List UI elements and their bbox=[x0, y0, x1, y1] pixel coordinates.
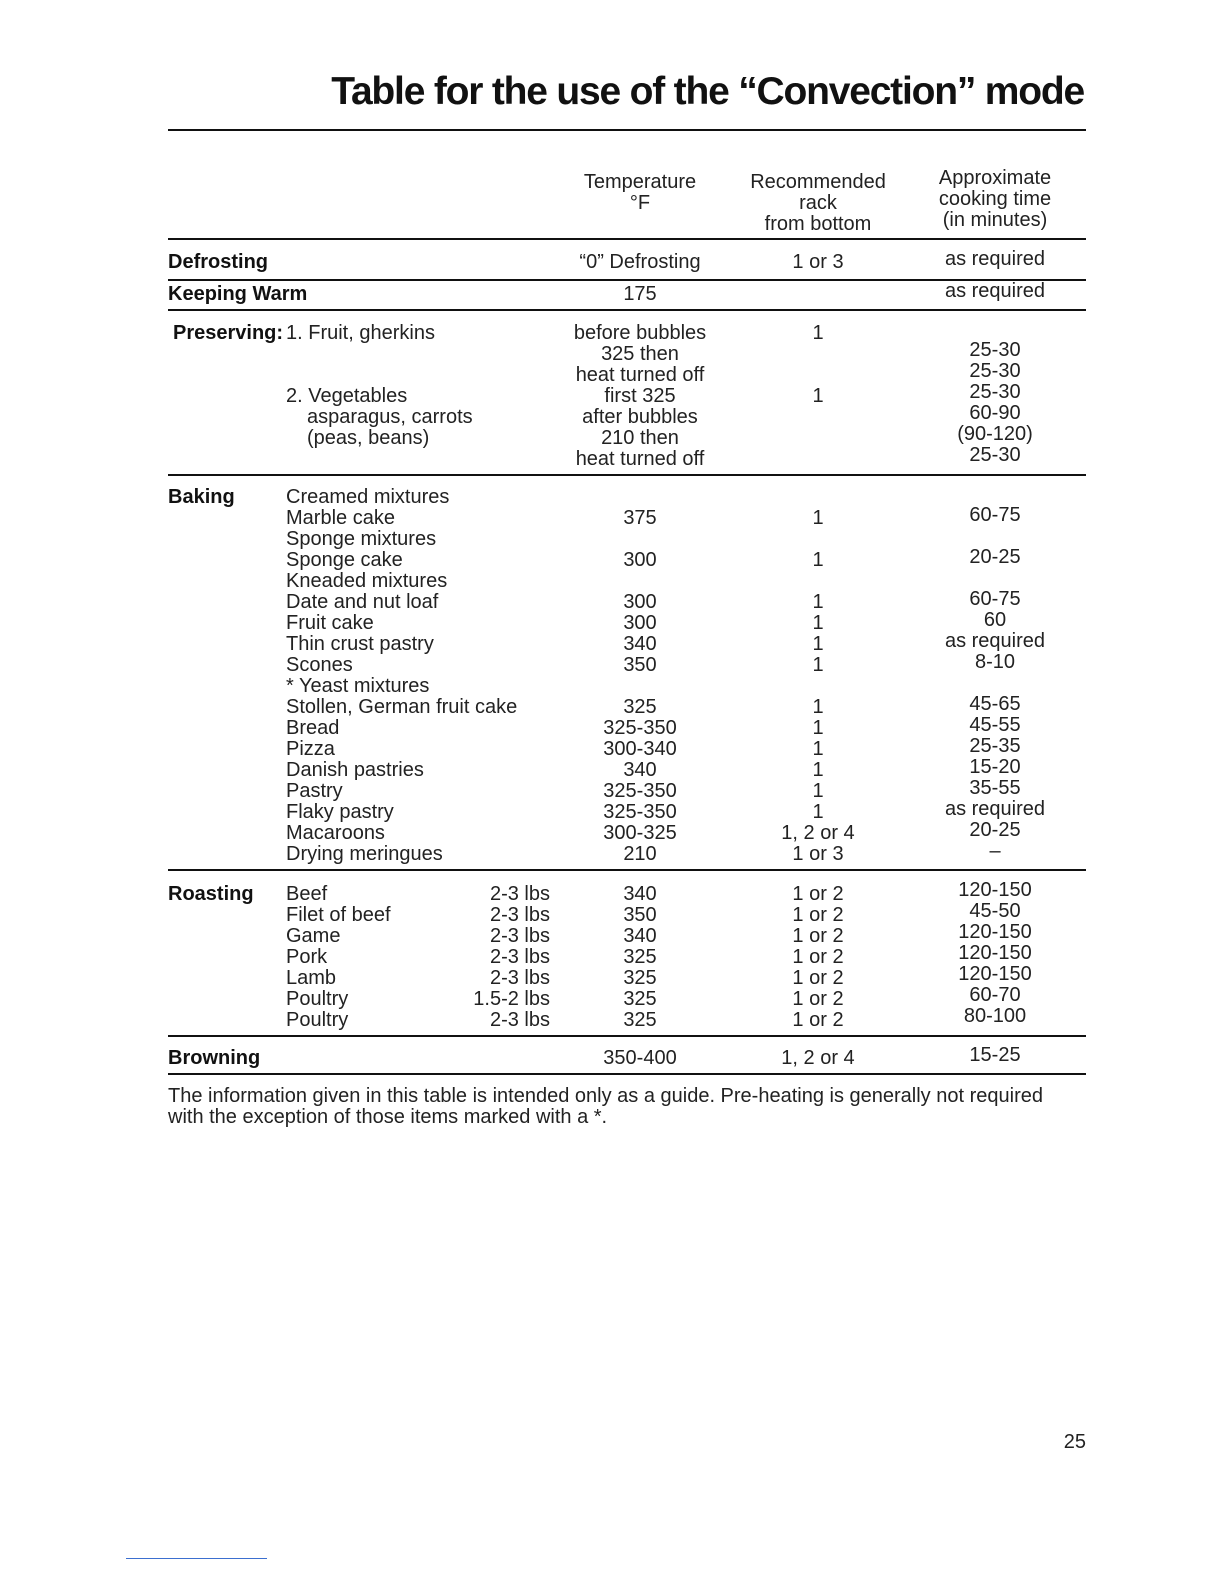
keeping-warm-rule bbox=[168, 309, 1086, 311]
baking-temperature: 210 bbox=[623, 843, 657, 865]
keeping-warm-category: Keeping Warm bbox=[168, 283, 308, 305]
header-rack-line3: from bottom bbox=[764, 213, 872, 235]
preserving-rule bbox=[168, 474, 1086, 476]
baking-rack: 1 bbox=[812, 633, 824, 655]
roasting-temperature: 350 bbox=[623, 904, 657, 926]
roasting-weight: 2-3 lbs bbox=[489, 967, 550, 989]
roasting-time: 120-150 bbox=[958, 963, 1032, 985]
preserving-time: 25-30 bbox=[969, 360, 1021, 382]
header-rule bbox=[168, 238, 1086, 240]
baking-time: 45-55 bbox=[969, 714, 1021, 736]
baking-time: 20-25 bbox=[969, 546, 1021, 568]
baking-item: Scones bbox=[286, 654, 353, 676]
baking-rack: 1 bbox=[812, 738, 824, 760]
baking-time: 25-35 bbox=[969, 735, 1021, 757]
baking-temperature: 375 bbox=[623, 507, 657, 529]
baking-item: Pizza bbox=[286, 738, 335, 760]
preserving-temp-line: first 325 bbox=[604, 385, 676, 407]
baking-temperature: 340 bbox=[623, 633, 657, 655]
baking-time: 45-65 bbox=[969, 693, 1021, 715]
preserving-temp-line: heat turned off bbox=[575, 364, 705, 386]
roasting-weight: 1.5-2 lbs bbox=[473, 988, 550, 1010]
defrosting-temperature: “0” Defrosting bbox=[579, 251, 701, 273]
baking-time: 60-75 bbox=[969, 588, 1021, 610]
roasting-rack: 1 or 2 bbox=[792, 925, 844, 947]
baking-rack: 1 or 3 bbox=[792, 843, 844, 865]
baking-rack: 1 bbox=[812, 612, 824, 634]
baking-item: Stollen, German fruit cake bbox=[286, 696, 518, 718]
roasting-item: Poultry bbox=[286, 1009, 349, 1031]
footnote bbox=[168, 1086, 1068, 1128]
baking-item: Pastry bbox=[286, 780, 343, 802]
roasting-temperature: 325 bbox=[623, 967, 657, 989]
page-title: Table for the use of the “Convection” mode bbox=[331, 70, 1084, 113]
page-number: 25 bbox=[1063, 1431, 1086, 1453]
baking-rack: 1 bbox=[812, 801, 824, 823]
baking-temperature: 300 bbox=[623, 612, 657, 634]
baking-item: Danish pastries bbox=[286, 759, 424, 781]
header-time-line1: Approximate bbox=[938, 167, 1052, 189]
preserving-time: (90-120) bbox=[957, 423, 1033, 445]
preserving-item-vegetables-sub1: asparagus, carrots bbox=[307, 406, 473, 428]
baking-item: Thin crust pastry bbox=[286, 633, 434, 655]
baking-temperature: 300 bbox=[623, 549, 657, 571]
baking-item: * Yeast mixtures bbox=[286, 675, 430, 697]
baking-temperature: 300-340 bbox=[603, 738, 677, 760]
roasting-temperature: 325 bbox=[623, 946, 657, 968]
baking-item: Sponge mixtures bbox=[286, 528, 437, 550]
roasting-rack: 1 or 2 bbox=[792, 904, 844, 926]
roasting-weight: 2-3 lbs bbox=[489, 925, 550, 947]
baking-temperature: 325 bbox=[623, 696, 657, 718]
preserving-temp-line: 210 then bbox=[601, 427, 679, 449]
baking-time: 60 bbox=[983, 609, 1007, 631]
roasting-time: 80-100 bbox=[963, 1005, 1027, 1027]
baking-time: 15-20 bbox=[969, 756, 1021, 778]
baking-time: 60-75 bbox=[969, 504, 1021, 526]
baking-time: 8-10 bbox=[974, 651, 1016, 673]
header-temperature-unit: °F bbox=[629, 192, 651, 214]
preserving-time: 25-30 bbox=[969, 339, 1021, 361]
baking-temperature: 340 bbox=[623, 759, 657, 781]
preserving-rack: 1 bbox=[812, 385, 824, 407]
preserving-item-vegetables: 2. Vegetables bbox=[286, 385, 408, 407]
baking-item: Sponge cake bbox=[286, 549, 403, 571]
header-time-line2: cooking time bbox=[938, 188, 1052, 210]
roasting-item: Pork bbox=[286, 946, 328, 968]
roasting-item: Poultry bbox=[286, 988, 349, 1010]
roasting-rack: 1 or 2 bbox=[792, 946, 844, 968]
roasting-rack: 1 or 2 bbox=[792, 988, 844, 1010]
roasting-temperature: 325 bbox=[623, 1009, 657, 1031]
roasting-rack: 1 or 2 bbox=[792, 883, 844, 905]
baking-item: Flaky pastry bbox=[286, 801, 394, 823]
roasting-temperature: 340 bbox=[623, 925, 657, 947]
baking-item: Drying meringues bbox=[286, 843, 443, 865]
preserving-time: 25-30 bbox=[969, 444, 1021, 466]
browning-rule bbox=[168, 1073, 1086, 1075]
roasting-weight: 2-3 lbs bbox=[489, 883, 550, 905]
roasting-time: 120-150 bbox=[958, 879, 1032, 901]
baking-item: Macaroons bbox=[286, 822, 385, 844]
roasting-item: Beef bbox=[286, 883, 328, 905]
roasting-item: Filet of beef bbox=[286, 904, 391, 926]
browning-category: Browning bbox=[168, 1047, 261, 1069]
baking-time: 20-25 bbox=[969, 819, 1021, 841]
roasting-item: Game bbox=[286, 925, 341, 947]
header-time-line3: (in minutes) bbox=[942, 209, 1048, 231]
defrosting-time: as required bbox=[944, 248, 1046, 270]
baking-rack: 1, 2 or 4 bbox=[781, 822, 855, 844]
preserving-category: Preserving: bbox=[173, 322, 284, 344]
header-rack-line1: Recommended bbox=[750, 171, 886, 193]
roasting-rack: 1 or 2 bbox=[792, 967, 844, 989]
roasting-weight: 2-3 lbs bbox=[489, 904, 550, 926]
roasting-temperature: 340 bbox=[623, 883, 657, 905]
keeping-warm-temperature: 175 bbox=[623, 283, 657, 305]
roasting-time: 45-50 bbox=[969, 900, 1021, 922]
roasting-time: 60-70 bbox=[969, 984, 1021, 1006]
defrosting-category: Defrosting bbox=[168, 251, 268, 273]
header-time bbox=[910, 168, 1080, 231]
baking-rack: 1 bbox=[812, 591, 824, 613]
roasting-weight: 2-3 lbs bbox=[489, 1009, 550, 1031]
preserving-time: 25-30 bbox=[969, 381, 1021, 403]
preserving-time: 60-90 bbox=[969, 402, 1021, 424]
header-rack-line2: rack bbox=[799, 192, 837, 214]
baking-category: Baking bbox=[168, 486, 235, 508]
browning-temperature: 350-400 bbox=[603, 1047, 677, 1069]
baking-rack: 1 bbox=[812, 717, 824, 739]
baking-item: Bread bbox=[286, 717, 340, 739]
baking-item: Kneaded mixtures bbox=[286, 570, 448, 592]
baking-temperature: 325-350 bbox=[603, 717, 677, 739]
browning-rack: 1, 2 or 4 bbox=[781, 1047, 855, 1069]
baking-item: Fruit cake bbox=[286, 612, 374, 634]
roasting-temperature: 325 bbox=[623, 988, 657, 1010]
baking-item: Date and nut loaf bbox=[286, 591, 439, 613]
preserving-item-vegetables-sub2: (peas, beans) bbox=[307, 427, 430, 449]
roasting-rack: 1 or 2 bbox=[792, 1009, 844, 1031]
footnote-line1: The information given in this table is intended only as a guide. Pre-heating is generally not required bbox=[168, 1085, 1043, 1107]
baking-item: Marble cake bbox=[286, 507, 395, 529]
baking-rack: 1 bbox=[812, 780, 824, 802]
header-temperature bbox=[560, 172, 720, 214]
preserving-temp-line: after bubbles bbox=[582, 406, 698, 428]
preserving-temp-line: before bubbles bbox=[573, 322, 707, 344]
roasting-time: 120-150 bbox=[958, 921, 1032, 943]
preserving-temp-line: heat turned off bbox=[575, 448, 705, 470]
baking-time: as required bbox=[944, 630, 1046, 652]
baking-rack: 1 bbox=[812, 696, 824, 718]
roasting-time: 120-150 bbox=[958, 942, 1032, 964]
baking-rack: 1 bbox=[812, 549, 824, 571]
preserving-temp-line: 325 then bbox=[601, 343, 679, 365]
baking-rack: 1 bbox=[812, 759, 824, 781]
title-rule bbox=[168, 129, 1086, 131]
browning-time: 15-25 bbox=[969, 1044, 1021, 1066]
baking-temperature: 350 bbox=[623, 654, 657, 676]
footnote-line2: with the exception of those items marked with a *. bbox=[168, 1106, 608, 1128]
baking-time: – bbox=[989, 840, 1001, 862]
defrosting-rack: 1 or 3 bbox=[792, 251, 844, 273]
baking-temperature: 325-350 bbox=[603, 780, 677, 802]
baking-time: 35-55 bbox=[969, 777, 1021, 799]
roasting-rule bbox=[168, 1035, 1086, 1037]
baking-rack: 1 bbox=[812, 507, 824, 529]
header-temperature-label: Temperature bbox=[583, 171, 697, 193]
keeping-warm-time: as required bbox=[944, 280, 1046, 302]
header-rack bbox=[728, 172, 908, 235]
baking-item: Creamed mixtures bbox=[286, 486, 450, 508]
baking-temperature: 300-325 bbox=[603, 822, 677, 844]
roasting-item: Lamb bbox=[286, 967, 337, 989]
baking-temperature: 325-350 bbox=[603, 801, 677, 823]
roasting-weight: 2-3 lbs bbox=[489, 946, 550, 968]
baking-rule bbox=[168, 869, 1086, 871]
roasting-category: Roasting bbox=[168, 883, 254, 905]
preserving-rack: 1 bbox=[812, 322, 824, 344]
baking-rack: 1 bbox=[812, 654, 824, 676]
preserving-item-fruit: 1. Fruit, gherkins bbox=[286, 322, 435, 344]
bottom-divider bbox=[126, 1558, 267, 1559]
baking-temperature: 300 bbox=[623, 591, 657, 613]
baking-time: as required bbox=[944, 798, 1046, 820]
